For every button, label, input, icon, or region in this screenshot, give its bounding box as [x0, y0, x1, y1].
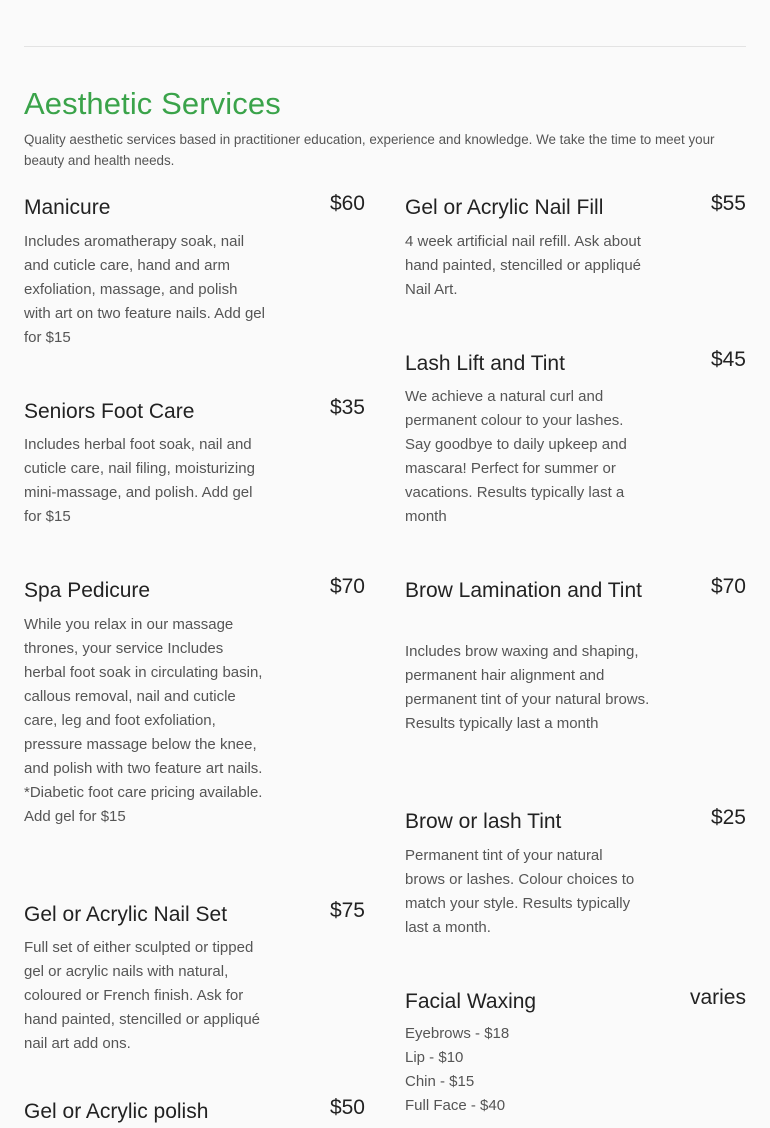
service-item-facial-waxing: [405, 988, 746, 1118]
service-price: $50: [329, 1096, 365, 1119]
service-name: Facial Waxing: [405, 990, 537, 1013]
price-line-lip: Lip - $10: [405, 1049, 464, 1066]
service-name: Lash Lift and Tint: [405, 352, 565, 375]
service-price-list: [405, 1022, 509, 1118]
service-item-lash-lift-tint: [405, 350, 746, 530]
service-item-brow-lamination-tint: [405, 577, 746, 762]
service-item-spa-pedicure: [24, 577, 365, 867]
section-intro: Quality aesthetic services based in practitioner education, experience and knowledge. We take the time to meet your beauty and health needs.: [24, 132, 715, 168]
price-line-full-face: Full Face - $40: [405, 1097, 506, 1114]
service-price: $25: [710, 806, 746, 829]
price-line-chin: Chin - $15: [405, 1073, 475, 1090]
service-description: Includes herbal foot soak, nail and cuticle care, nail filing, moisturizing mini-massage, and polish. Add gel for $15: [24, 436, 255, 525]
price-line-eyebrows: Eyebrows - $18: [405, 1025, 510, 1042]
service-price: $70: [710, 575, 746, 598]
service-item-brow-lash-tint: [405, 808, 746, 943]
service-description: We achieve a natural curl and permanent colour to your lashes. Say goodbye to daily upkeep and mascara! Perfect for summer or vacations. Results typically last a month: [405, 388, 627, 525]
service-description: Permanent tint of your natural brows or lashes. Colour choices to match your style. Results typically last a month.: [405, 847, 635, 936]
service-item-seniors-foot-care: [24, 398, 365, 538]
service-price: $60: [329, 192, 365, 215]
service-name: Gel or Acrylic Nail Fill: [405, 196, 604, 219]
service-description: Includes aromatherapy soak, nail and cuticle care, hand and arm exfoliation, massage, and polish with art on two feature nails. Add gel for $15: [24, 233, 265, 346]
service-item-gel-acrylic-nail-set: [24, 901, 365, 1061]
service-description: Full set of either sculpted or tipped gel or acrylic nails with natural, coloured or French finish. Ask for hand painted, stencilled or appliqué nail art add ons.: [24, 939, 261, 1052]
service-name: Gel or Acrylic polish: [24, 1100, 209, 1123]
service-price: $35: [329, 396, 365, 419]
service-name: Manicure: [24, 196, 111, 219]
service-item-manicure: [24, 194, 365, 354]
service-name: Brow or lash Tint: [405, 810, 562, 833]
service-name: Gel or Acrylic Nail Set: [24, 903, 228, 926]
section-title: Aesthetic Services: [24, 86, 281, 121]
service-item-gel-acrylic-polish: [24, 1098, 365, 1128]
service-name: Spa Pedicure: [24, 579, 151, 602]
service-description: Includes brow waxing and shaping, permanent hair alignment and permanent tint of your natural brows. Results typically last a month: [405, 643, 650, 732]
service-description: 4 week artificial nail refill. Ask about hand painted, stencilled or appliqué Nail Art.: [405, 233, 642, 298]
service-name: Seniors Foot Care: [24, 400, 195, 423]
service-price: $55: [710, 192, 746, 215]
service-description: While you relax in our massage thrones, your service Includes herbal foot soak in circulating basin, callous removal, nail and cuticle care, leg and foot exfoliation, pressure massage below the knee, and polish with two feature art nails. *Diabetic foot care pricing available. Add gel for $15: [24, 616, 263, 825]
service-price: $45: [710, 348, 746, 371]
top-divider: [24, 46, 746, 47]
service-item-gel-acrylic-nail-fill: [405, 194, 746, 304]
service-price: $70: [329, 575, 365, 598]
service-price: $75: [329, 899, 365, 922]
service-price: varies: [689, 986, 746, 1009]
service-name: Brow Lamination and Tint: [405, 579, 642, 602]
